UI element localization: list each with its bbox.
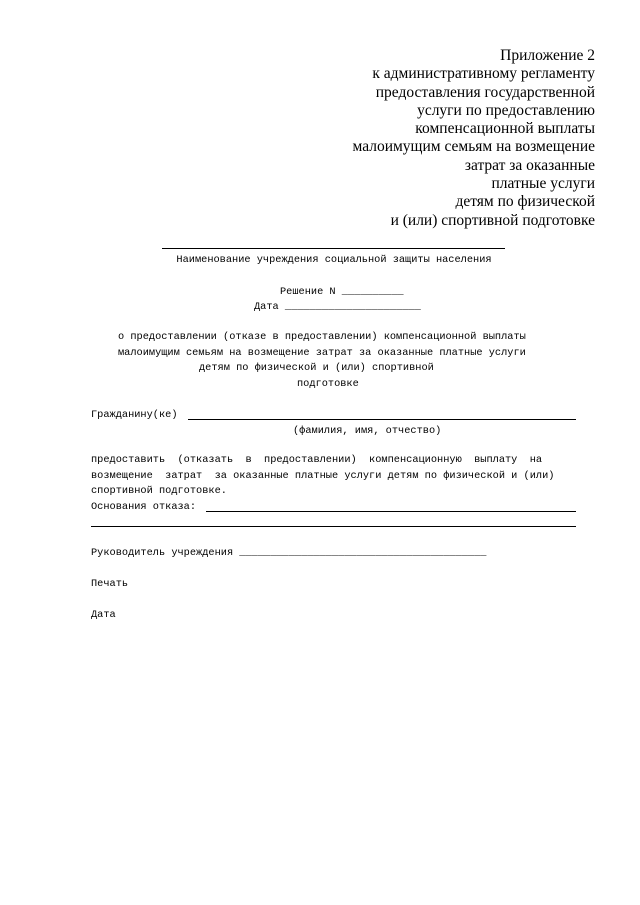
subject-line: детям по физической и (или) спортивной — [199, 362, 434, 374]
subject-line: подготовке — [297, 378, 359, 390]
subject-line: малоимущим семьям на возмещение затрат за оказанные платные услуги — [118, 347, 526, 359]
head-signature-label: Руководитель учреждения ________________________________________ — [91, 547, 487, 559]
body-line: предоставить (отказать в предоставлении) компенсационную выплату на — [91, 454, 543, 466]
subject-line: о предоставлении (отказе в предоставлении) компенсационной выплаты — [118, 331, 526, 343]
refusal-label: Основания отказа: — [91, 501, 197, 513]
appendix-line: услуги по предоставлению — [417, 101, 595, 119]
decision-number-label: Решение N __________ — [280, 286, 404, 298]
stamp-label: Печать — [91, 578, 129, 590]
citizen-name-line — [188, 419, 576, 420]
footer-date-label: Дата — [91, 609, 116, 621]
appendix-line: предоставления государственной — [375, 83, 595, 101]
name-caption: (фамилия, имя, отчество) — [293, 425, 442, 437]
appendix-line: Приложение 2 — [500, 47, 595, 64]
refusal-reason-line — [206, 511, 576, 512]
decision-date-label: Дата ______________________ — [254, 301, 421, 313]
institution-name-line — [162, 248, 505, 249]
appendix-line: детям по физической — [455, 193, 595, 211]
appendix-line: малоимущим семьям на возмещение — [352, 138, 595, 156]
refusal-reason-line — [91, 526, 576, 527]
appendix-line: к административному регламенту — [372, 65, 595, 83]
appendix-line: и (или) спортивной подготовке — [390, 211, 595, 229]
appendix-header — [353, 47, 596, 230]
appendix-line: затрат за оказанные — [464, 156, 595, 174]
institution-caption: Наименование учреждения социальной защиты населения — [176, 254, 492, 266]
appendix-line: компенсационной выплаты — [415, 120, 595, 138]
body-line: возмещение затрат за оказанные платные услуги детям по физической и (или) — [91, 470, 555, 482]
body-line: спортивной подготовке. — [91, 485, 227, 497]
appendix-line: платные услуги — [491, 175, 595, 193]
citizen-label: Гражданину(ке) — [91, 409, 178, 421]
